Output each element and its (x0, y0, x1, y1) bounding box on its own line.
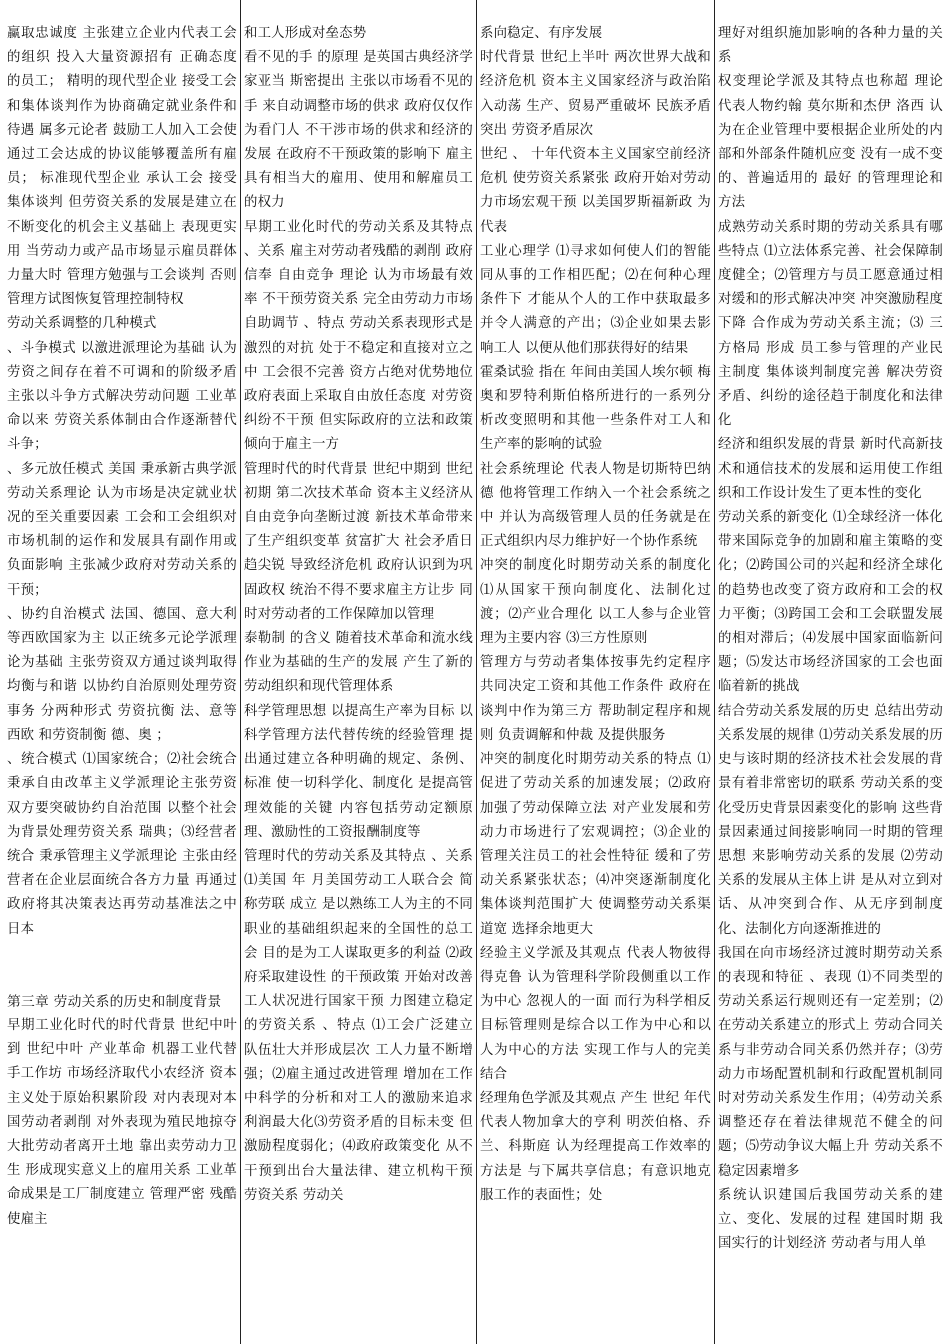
paragraph: 理好对组织施加影响的各种力量的关系 (718, 26, 943, 66)
blank-space (7, 942, 237, 990)
paragraph: 权变理论学派及其特点也称超 理论 代表人物约翰 莫尔斯和杰伊 洛西 认为在企业管理中要根据企业所处的内部和外部条件随机应变 没有一成不变的、普遍适用的 最好 的管理理论和方法 (718, 74, 943, 211)
paragraph: 管理时代的劳动关系及其特点 、关系 ⑴美国 年 月美国劳动工人联合会 简称劳联 成立 是以熟练工人为主的不同职业的基础组织起来的全国性的总工会 目的是为工人谋取更多的利益 ⑵政府采取建设性 的干预政策 开始对改善工人状况进行国家干预 力图建立稳定的劳资关系 、特点 ⑴工会广泛建立 队伍壮大并形成层次 工人力量不断增强；⑵雇主通过改进管理 增加在工作中科学的分析和对工人的激励来追求利润最大化⑶劳资矛盾的目标未变 但激励程度弱化；⑷政府政策变化 从不干预到出台大量法律、建立机构干预劳资关系 劳动关 (244, 848, 473, 1203)
chapter-heading: 第三章 劳动关系的历史和制度背景 (7, 993, 222, 1010)
paragraph: 赢取忠诚度 主张建立企业内代表工会的组织 投入大量资源招有 正确态度 的员工； 精明的现代型企业 接受工会和集体谈判作为协商确定就业条件和待遇 属多元论者 鼓励工人加入工会使通过工会达成的协议能够覆盖所有雇员； 标准现代型企业 承认工会 接受集体谈判 但劳资关系的发展是建立在不断变化的机会主义基础上 表现更实用 当劳动力或产品市场显示雇员群体力量大时 管理方勉强与工会谈判 否则管理方试图恢复管理控制特权 (7, 26, 237, 308)
paragraph: 早期工业化时代的劳动关系及其特点 、关系 雇主对劳动者残酷的剥削 政府信奉 自由竞争 理论 认为市场最有效率 不干预劳资关系 完全由劳动力市场自助调节 、特点 劳动关系表现形式是激烈的对抗 处于不稳定和直接对立之中 工会很不完善 资方占绝对优势地位 政府表面上采取自由放任态度 对劳资纠纷不干预 但实际政府的立法和政策倾向于雇主一方 (244, 219, 473, 453)
paragraph: 时代背景 世纪上半叶 两次世界大战和经济危机 资本主义国家经济与政治陷入动荡 生产、贸易严重破坏 民族矛盾突出 劳资矛盾尿次 (480, 50, 711, 138)
paragraph: 冲突的制度化时期劳动关系的特点 ⑴促进了劳动关系的加速发展；⑵政府加强了劳动保障立法 对产业发展和劳动力市场进行了宏观调控；⑶企业的管理关注员工的社会性特征 缓和了劳动关系紧张状态；⑷冲突逐渐制度化 集体谈判范围扩大 使调整劳动关系渠道宽 选择余地更大 (480, 752, 711, 937)
paragraph: 经理角色学派及其观点 产生 世纪 年代 代表人物加拿大的亨利 明茨伯格、乔兰、科斯庭 认为经理提高工作效率的方法是 与下属共享信息；有意识地克服工作的表面性；处 (480, 1090, 711, 1203)
paragraph: 早期工业化时代的时代背景 世纪中叶到 世纪中叶 产业革命 机器工业代替手工作坊 市场经济取代小农经济 资本主义处于原始积累阶段 对内表现对本国劳动者剥削 对外表现为殖民地掠夺 大批劳动者离开土地 靠出卖劳动力卫生 形成现实意义上的雇用关系 工业革命成果是工厂制度建立 管理严密 残酷 使雇主 (7, 1017, 237, 1227)
paragraph: 管理方与劳动者集体按事先约定程序共同决定工资和其他工作条件 政府在谈判中作为第三方 帮助制定程序和规则 负责调解和仲裁 及提供服务 (480, 655, 711, 743)
paragraph: 世纪 、 十年代资本主义国家空前经济危机 使劳资关系紧张 政府开始对劳动力市场宏观干预 以美国罗斯福新政 为代表 (480, 147, 711, 235)
paragraph: 我国在向市场经济过渡时期劳动关系的表现和特征 、表现 ⑴不同类型的劳动关系运行规则还有一定差别；⑵在劳动关系建立的形式上 劳动合同关系与非劳动合同关系仍然并存；⑶劳动力市场配置机制和行政配置机制同时对劳动关系发生作用；⑷劳动关系调整还存在着法律规范不健全的问题；⑸劳动争议大幅上升 劳动关系不稳定因素增多 (718, 945, 943, 1179)
paragraph: 科学管理思想 以提高生产率为目标 以科学管理方法代替传统的经验管理 提出通过建立各种明确的规定、条例、标准 使一切科学化、制度化 是提高管理效能的关键 内容包括劳动定额原理、激励性的工资报酬制度等 (244, 703, 473, 840)
paragraph: 成熟劳动关系时期的劳动关系具有哪些特点 ⑴立法体系完善、社会保障制度健全；⑵管理方与员工愿意通过相对缓和的形式解决冲突 冲突激励程度下降 合作成为劳动关系主流；⑶ 三方格局 形成 员工参与管理的产业民主制度 集体谈判制度完善 解决劳资矛盾、纠纷的途径趋于制度化和法律化 (718, 219, 943, 429)
text-column-3 (476, 0, 714, 1344)
paragraph: 泰勒制 的含义 随着技术革命和流水线作业为基础的生产的发展 产生了新的劳动组织和现代管理体系 (244, 631, 473, 695)
text-column-1 (4, 0, 240, 1344)
paragraph: 、多元放任模式 美国 秉承新古典学派劳动关系理论 认为市场是决定就业状况的至关重要因素 工会和工会组织对市场机制的运作和发展具有副作用或负面影响 主张减少政府对劳动关系的干预； (7, 461, 237, 598)
paragraph: 系向稳定、有序发展 (480, 26, 603, 41)
paragraph: 冲突的制度化时期劳动关系的制度化 ⑴从国家干预向制度化、法制化过渡；⑵产业合理化 以工人参与企业管理为主要内容 ⑶三方性原则 (480, 558, 711, 647)
paragraph: 、协约自治模式 法国、德国、意大利等西欧国家为主 以正统多元论学派理论为基础 主张劳资双方通过谈判取得均衡与和谐 以协约自治原则处理劳资事务 分两种形式 劳资抗衡 法、意等西欧 和劳资制衡 德、奥 ； (7, 606, 237, 743)
paragraph: 、统合模式 ⑴国家统合；⑵社会统合 秉承自由改革主义学派理论主张劳资双方要突破协约自治范围 以整个社会为背景处理劳资关系 瑞典；⑶经营者统合 秉承管理主义学派理论 主张由经营者在企业层面统合各方力量 再通过政府将其决策表达再劳动基准法之中 日本 (7, 752, 237, 937)
paragraph: 系统认识建国后我国劳动关系的建立、变化、发展的过程 建国时期 我国实行的计划经济 劳动者与用人单 (718, 1187, 943, 1252)
paragraph: 看不见的手 的原理 是英国古典经济学家亚当 斯密提出 主张以市场看不见的手 来自动调整市场的供求 政府仅仅作为看门人 不干涉市场的供求和经济的发展 在政府不干预政策的影响下 雇主具有相当大的雇用、使用和解雇员工的权力 (244, 50, 473, 211)
text-column-2 (240, 0, 476, 1344)
paragraph: 经济和组织发展的背景 新时代高新技术和通信技术的发展和运用使工作组织和工作设计发生了更本性的变化 (718, 437, 943, 501)
paragraph: 劳动关系的新变化 ⑴全球经济一体化带来国际竞争的加剧和雇主策略的变化；⑵跨国公司的兴起和经济全球化的趋势也改变了资方政府和工会的权力平衡；⑶跨国工会和工会联盟发展的相对滞后；⑷发展中国家面临新问题；⑸发达市场经济国家的工会也面临着新的挑战 (718, 510, 943, 695)
paragraph: 管理时代的时代背景 世纪中期到 世纪初期 第二次技术革命 资本主义经济从自由竞争向垄断过渡 新技术革命带来了生产组织变革 贫富扩大 社会矛盾日趋尖锐 导致经济危机 政府认识到为巩固政权 统治不得不要求雇主方让步 同时对劳动者的工作保障加以管理 (244, 461, 473, 622)
paragraph: 霍桑试验 指在 年间由美国人埃尔顿 梅奥和罗特利斯伯格所进行的一系列分析改变照明和其他一些条件对工人和生产率的影响的试验 (480, 364, 711, 453)
paragraph: 工业心理学 ⑴寻求如何使人们的智能同从事的工作相匹配；⑵在何种心理条件下 才能从个人的工作中获取最多并令人满意的产出；⑶企业如果去影响工人 以便从他们那获得好的结果 (480, 243, 711, 356)
paragraph: 结合劳动关系发展的历史 总结出劳动关系发展的规律 ⑴劳动关系发展的历史与该时期的经济技术社会发展的背景有着非常密切的联系 劳动关系的变化受历史背景因素变化的影响 这些背景因素通过间接影响同一时期的管理思想 来影响劳动关系的发展 ⑵劳动关系的发展从主体上讲 是从对立到对话、从冲突到合作、从无序到制度化、法制化方向逐渐推进的 (718, 703, 943, 937)
section-heading: 劳动关系调整的几种模式 (7, 316, 157, 332)
paragraph: 社会系统理论 代表人物是切斯特巴纳德 他将管理工作纳入一个社会系统之中 并认为高级管理人员的任务就是在正式组织内尽力维护好一个协作系统 (480, 461, 711, 550)
text-column-4 (714, 0, 946, 1344)
paragraph: 经验主义学派及其观点 代表人物彼得 得克鲁 认为管理科学阶段侧重以工作为中心 忽视人的一面 而行为科学相反 目标管理则是综合以工作为中心和以人为中心的方法 实现工作与人的完美结合 (480, 945, 711, 1082)
paragraph: 和工人形成对垒态势 (244, 26, 367, 41)
paragraph: 、斗争模式 以激进派理论为基础 认为劳资之间存在着不可调和的阶级矛盾 主张以斗争方式解决劳动问题 工业革命以来 劳资关系体制由合作逐渐替代斗争； (7, 340, 237, 453)
